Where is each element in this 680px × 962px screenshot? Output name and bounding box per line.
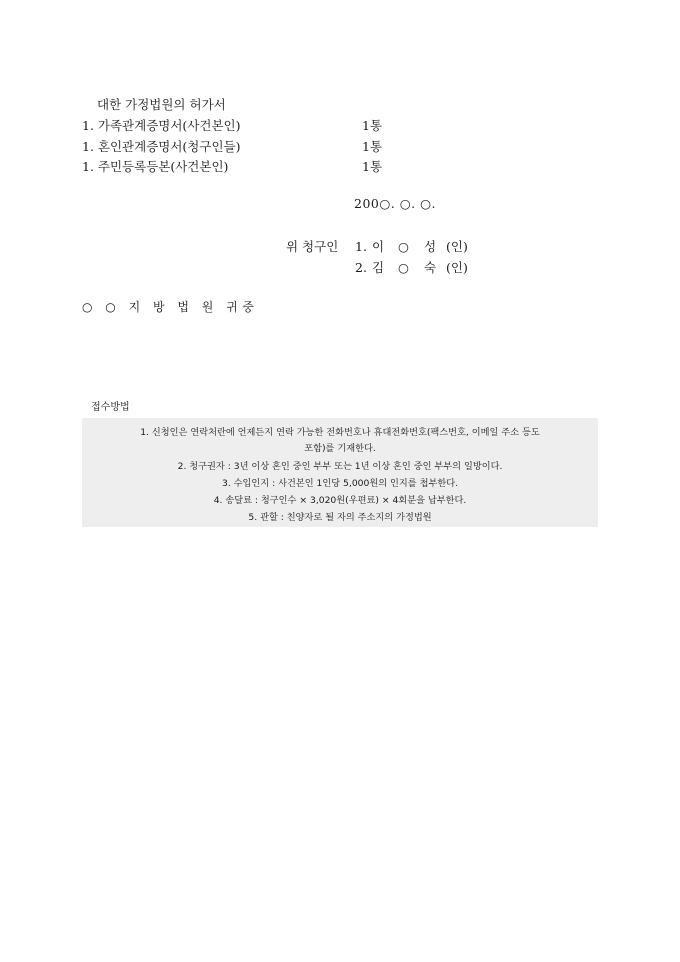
reception-line-delivery-fee: 4. 송달료 : 청구인수 × 3,020원(우편료) × 4회분을 납부한다.	[213, 495, 467, 506]
attachment-item-family-relation: 1. 가족관계증명서(사건본인)	[82, 118, 241, 133]
reception-line-jurisdiction: 5. 관할 : 친양자로 될 자의 주소지의 가정법원	[248, 512, 432, 523]
applicant-surname: 김	[372, 260, 385, 275]
reception-line-contact-cont: 포함)를 기재한다.	[304, 443, 376, 454]
reception-line-eligibility: 2. 청구권자 : 3년 이상 혼인 중인 부부 또는 1년 이상 혼인 중인 부부의 일방이다.	[177, 461, 503, 472]
applicant-given-name: 숙	[424, 260, 437, 275]
applicant-number: 2.	[355, 260, 367, 275]
attachments-title: 대한 가정법원의 허가서	[97, 97, 226, 112]
applicant-name-mask: ○	[398, 239, 409, 254]
attachment-count: 1통	[362, 118, 383, 133]
applicant-given-name: 성	[424, 239, 437, 254]
applicant-surname: 이	[372, 239, 385, 254]
attachment-item-resident-registration: 1. 주민등록등본(사건본인)	[82, 159, 229, 174]
applicant-seal: (인)	[446, 260, 468, 275]
applicant-name-mask: ○	[398, 260, 409, 275]
document-date: 200○. ○. ○.	[354, 196, 436, 211]
attachment-item-marriage-relation: 1. 혼인관계증명서(청구인들)	[82, 139, 241, 154]
reception-method-title: 접수방법	[91, 402, 130, 413]
court-addressee: ○ ○ 지 방 법 원 귀중	[82, 300, 259, 314]
attachment-count: 1통	[362, 159, 383, 174]
attachment-count: 1통	[362, 139, 383, 154]
applicant-row	[355, 258, 468, 276]
reception-line-stamp-fee: 3. 수입인지 : 사건본인 1인당 5,000원의 인지를 첩부한다.	[222, 478, 458, 489]
reception-line-contact: 1. 신청인은 연락처란에 언제든지 연락 가능한 전화번호나 휴대전화번호(팩스번호, 이메일 주소 등도	[140, 427, 540, 438]
reception-method-box	[82, 418, 598, 527]
applicant-seal: (인)	[446, 239, 468, 254]
applicant-label: 위 청구인	[286, 239, 339, 254]
applicant-row	[355, 237, 468, 255]
applicant-number: 1.	[355, 239, 367, 254]
